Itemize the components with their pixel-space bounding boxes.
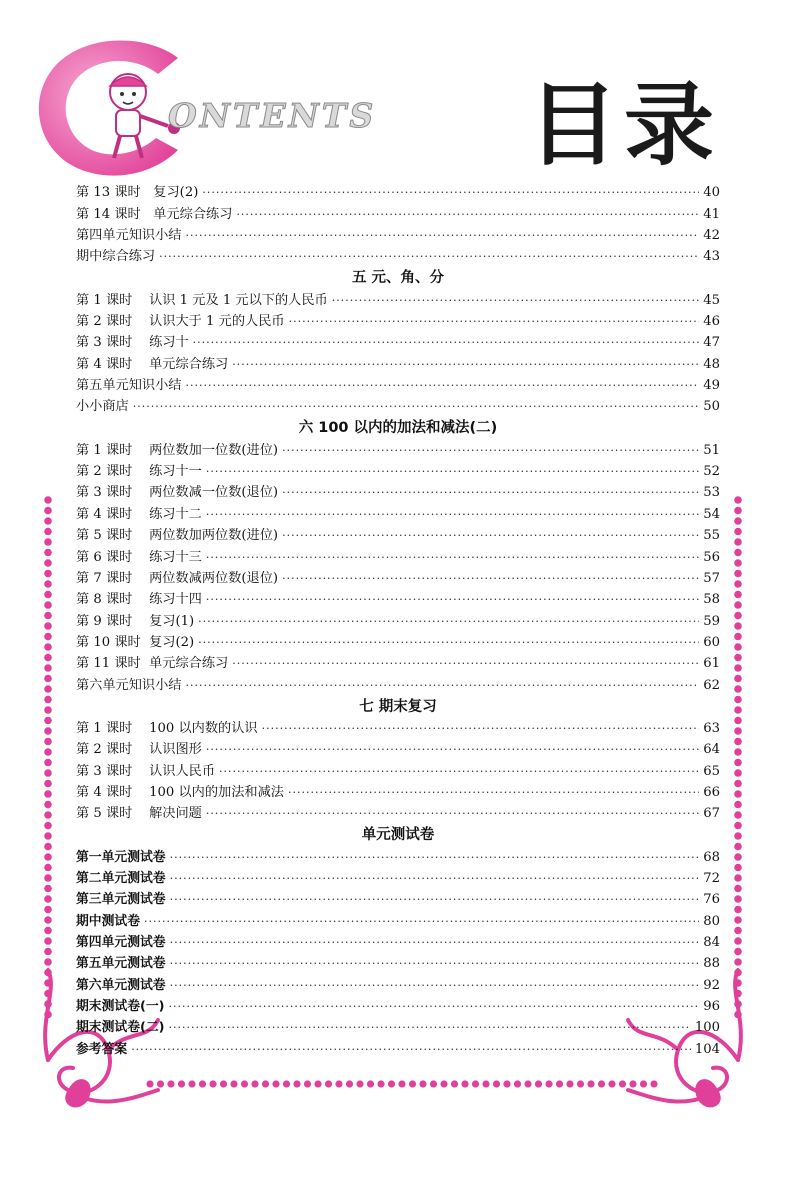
toc-entry-label: 期末测试卷(一) xyxy=(76,999,165,1015)
bead-ornament xyxy=(524,1080,531,1087)
bead-ornament xyxy=(44,612,52,620)
bead-ornament xyxy=(220,1080,227,1087)
dot-leader xyxy=(144,914,699,930)
dot-leader xyxy=(170,850,700,866)
bead-ornament xyxy=(178,1080,185,1087)
bead-ornament xyxy=(734,874,742,882)
bead-ornament xyxy=(44,790,52,798)
bead-ornament xyxy=(409,1080,416,1087)
bead-ornament xyxy=(629,1080,636,1087)
bead-ornament xyxy=(199,1080,206,1087)
bead-ornament xyxy=(44,654,52,662)
bead-ornament xyxy=(598,1080,605,1087)
toc-entry-label: 期末测试卷(二) xyxy=(76,1020,165,1036)
bead-ornament xyxy=(608,1080,615,1087)
toc-entry[interactable] xyxy=(76,523,720,544)
toc-entry-label: 第 3 课时 练习十 xyxy=(76,335,189,351)
toc-entry-label: 第 5 课时 解决问题 xyxy=(76,806,202,822)
bead-ornament xyxy=(734,937,742,945)
bead-ornament xyxy=(734,748,742,756)
bead-ornament xyxy=(44,685,52,693)
bead-ornament xyxy=(734,769,742,777)
bead-ornament xyxy=(44,916,52,924)
dot-leader xyxy=(159,249,699,265)
bead-ornament xyxy=(566,1080,573,1087)
bead-ornament xyxy=(251,1080,258,1087)
toc-entry[interactable] xyxy=(76,351,720,372)
toc-entry[interactable] xyxy=(76,716,720,737)
toc-entry[interactable] xyxy=(76,951,720,972)
bead-ornament xyxy=(44,822,52,830)
toc-entry[interactable] xyxy=(76,758,720,779)
bead-ornament xyxy=(514,1080,521,1087)
toc-entry-page: 67 xyxy=(703,806,720,822)
bead-ornament xyxy=(619,1080,626,1087)
bead-ornament xyxy=(44,622,52,630)
toc-entry[interactable] xyxy=(76,587,720,608)
bead-ornament xyxy=(44,538,52,546)
bead-ornament xyxy=(734,654,742,662)
toc-entry[interactable] xyxy=(76,201,720,222)
bead-ornament xyxy=(734,591,742,599)
toc-entry[interactable] xyxy=(76,1036,720,1057)
bead-ornament xyxy=(283,1080,290,1087)
toc-entry-label: 第四单元知识小结 xyxy=(76,228,182,244)
bead-ornament xyxy=(44,580,52,588)
toc-entry-page: 49 xyxy=(703,378,720,394)
toc-entry[interactable] xyxy=(76,287,720,308)
bead-ornament xyxy=(734,612,742,620)
bead-ornament xyxy=(44,643,52,651)
bead-ornament xyxy=(734,706,742,714)
bead-ornament xyxy=(734,664,742,672)
dot-leader xyxy=(206,592,699,608)
toc-entry-page: 72 xyxy=(703,870,720,886)
page-title: 目录 xyxy=(528,73,720,178)
bead-ornament xyxy=(44,948,52,956)
bead-ornament xyxy=(44,748,52,756)
bead-ornament xyxy=(388,1080,395,1087)
toc-entry-page: 46 xyxy=(703,314,720,330)
bead-ornament xyxy=(262,1080,269,1087)
dot-leader xyxy=(219,764,699,780)
toc-entry-label: 第五单元测试卷 xyxy=(76,956,166,972)
bead-ornament xyxy=(734,948,742,956)
toc-entry[interactable] xyxy=(76,437,720,458)
toc-entry[interactable] xyxy=(76,866,720,887)
bead-ornament xyxy=(734,633,742,641)
bead-ornament xyxy=(482,1080,489,1087)
bead-ornament xyxy=(304,1080,311,1087)
bead-ornament xyxy=(493,1080,500,1087)
toc-entry[interactable] xyxy=(76,180,720,201)
toc-entry[interactable] xyxy=(76,309,720,330)
bead-ornament xyxy=(734,864,742,872)
dot-leader xyxy=(193,335,700,351)
page-header xyxy=(0,0,800,178)
bead-ornament xyxy=(734,885,742,893)
toc-entry[interactable] xyxy=(76,801,720,822)
toc-entry-page: 96 xyxy=(703,999,720,1015)
dot-leader xyxy=(202,185,699,201)
toc-entry-page: 55 xyxy=(703,528,720,544)
dot-leader xyxy=(206,806,699,822)
bead-ornament xyxy=(272,1080,279,1087)
bead-ornament xyxy=(640,1080,647,1087)
bead-ornament xyxy=(734,832,742,840)
bead-ornament xyxy=(188,1080,195,1087)
bead-ornament xyxy=(44,549,52,557)
toc-entry-page: 65 xyxy=(703,763,720,779)
toc-entry-label: 第 2 课时 认识大于 1 元的人民币 xyxy=(76,314,285,330)
toc-entry-page: 61 xyxy=(703,656,720,672)
toc-entry[interactable] xyxy=(76,544,720,565)
toc-entry-label: 第 4 课时 100 以内的加法和减法 xyxy=(76,784,284,800)
bead-ornament xyxy=(734,801,742,809)
bead-ornament xyxy=(556,1080,563,1087)
bead-ornament xyxy=(44,832,52,840)
bead-ornament xyxy=(44,853,52,861)
dot-leader xyxy=(186,678,700,694)
bead-ornament xyxy=(44,895,52,903)
table-of-contents xyxy=(76,180,720,1058)
bead-ornament xyxy=(734,622,742,630)
bead-ornament xyxy=(44,496,52,504)
toc-entry-label: 小小商店 xyxy=(76,399,129,415)
dot-leader xyxy=(288,785,699,801)
bead-ornament xyxy=(241,1080,248,1087)
bead-ornament xyxy=(44,717,52,725)
toc-entry[interactable] xyxy=(76,972,720,993)
toc-entry-page: 57 xyxy=(703,570,720,586)
dot-leader xyxy=(168,999,699,1015)
bead-ornament xyxy=(44,801,52,809)
bead-ornament xyxy=(44,559,52,567)
bead-ornament xyxy=(293,1080,300,1087)
bead-ornament xyxy=(44,769,52,777)
bead-ornament xyxy=(356,1080,363,1087)
bead-ornament xyxy=(44,633,52,641)
toc-entry-label: 第六单元知识小结 xyxy=(76,677,182,693)
toc-entry[interactable] xyxy=(76,608,720,629)
bead-ornament xyxy=(734,496,742,504)
section-heading: 六 100 以内的加法和减法(二) xyxy=(298,420,498,437)
bead-ornament xyxy=(535,1080,542,1087)
bead-ornament xyxy=(734,528,742,536)
toc-entry[interactable] xyxy=(76,1015,720,1036)
toc-entry-label: 第 3 课时 两位数减一位数(退位) xyxy=(76,485,279,501)
bead-ornament xyxy=(44,727,52,735)
bead-ornament xyxy=(44,517,52,525)
dot-leader xyxy=(198,635,699,651)
bead-ornament xyxy=(734,738,742,746)
dot-leader xyxy=(186,228,700,244)
bead-ornament xyxy=(44,885,52,893)
bead-ornament xyxy=(577,1080,584,1087)
toc-entry-label: 第 4 课时 单元综合练习 xyxy=(76,356,229,372)
toc-entry-label: 第 2 课时 认识图形 xyxy=(76,742,202,758)
toc-entry-page: 47 xyxy=(703,335,720,351)
bead-ornament xyxy=(44,528,52,536)
dot-leader xyxy=(232,656,699,672)
dot-leader xyxy=(332,293,700,309)
dot-leader xyxy=(168,1020,690,1036)
toc-entry[interactable] xyxy=(76,887,720,908)
toc-entry-label: 第 5 课时 两位数加两位数(进位) xyxy=(76,528,279,544)
bead-ornament xyxy=(734,570,742,578)
bead-ornament xyxy=(440,1080,447,1087)
bead-ornament xyxy=(734,843,742,851)
bead-ornament xyxy=(734,717,742,725)
bead-ornament xyxy=(734,549,742,557)
bead-ornament xyxy=(44,591,52,599)
toc-entry-page: 48 xyxy=(703,356,720,372)
bead-ornament xyxy=(44,864,52,872)
toc-entry[interactable] xyxy=(76,566,720,587)
bead-ornament xyxy=(461,1080,468,1087)
bead-ornament xyxy=(734,601,742,609)
bead-ornament xyxy=(44,906,52,914)
toc-entry[interactable] xyxy=(76,630,720,651)
dot-leader xyxy=(206,742,699,758)
toc-entry-label: 第 2 课时 练习十一 xyxy=(76,464,202,480)
toc-entry-page: 63 xyxy=(703,720,720,736)
bead-ornament xyxy=(367,1080,374,1087)
bead-ornament xyxy=(44,780,52,788)
dot-leader xyxy=(289,314,700,330)
bead-ornament xyxy=(44,675,52,683)
toc-entry-page: 51 xyxy=(703,442,720,458)
bead-ornament xyxy=(734,696,742,704)
dot-leader xyxy=(131,1042,691,1058)
dot-leader xyxy=(236,207,699,223)
bead-ornament xyxy=(314,1080,321,1087)
section-heading: 单元测试卷 xyxy=(361,827,435,844)
bead-ornament xyxy=(734,927,742,935)
bead-ornament xyxy=(734,906,742,914)
dot-leader xyxy=(282,485,699,501)
bead-ornament xyxy=(734,958,742,966)
toc-entry-page: 59 xyxy=(703,613,720,629)
bead-ornament xyxy=(650,1080,657,1087)
dot-leader xyxy=(198,614,699,630)
bead-ornament xyxy=(377,1080,384,1087)
toc-entry-label: 第 1 课时 认识 1 元及 1 元以下的人民币 xyxy=(76,292,328,308)
bead-ornament xyxy=(44,570,52,578)
toc-entry-page: 80 xyxy=(703,913,720,929)
bead-ornament xyxy=(44,738,52,746)
bead-ornament xyxy=(734,811,742,819)
toc-entry-page: 53 xyxy=(703,485,720,501)
toc-entry-label: 期中测试卷 xyxy=(76,913,140,929)
bead-ornament xyxy=(734,727,742,735)
toc-entry-page: 84 xyxy=(703,935,720,950)
dot-leader xyxy=(170,871,700,887)
toc-entry-label: 第 7 课时 两位数减两位数(退位) xyxy=(76,570,279,586)
toc-entry-page: 50 xyxy=(703,399,720,415)
bead-ornament xyxy=(587,1080,594,1087)
bead-ornament xyxy=(44,874,52,882)
dot-leader xyxy=(232,357,699,373)
bead-ornament xyxy=(44,937,52,945)
toc-entry[interactable] xyxy=(76,844,720,865)
toc-entry-label: 第 3 课时 认识人民币 xyxy=(76,763,216,779)
bead-ornament xyxy=(44,958,52,966)
dot-leader xyxy=(282,443,699,459)
toc-entry-page: 54 xyxy=(703,506,720,522)
toc-entry-label: 第三单元测试卷 xyxy=(76,892,166,908)
bead-ornament xyxy=(734,759,742,767)
toc-entry-page: 43 xyxy=(703,249,720,265)
dot-leader xyxy=(186,378,700,394)
dot-leader xyxy=(133,399,699,415)
bead-ornament xyxy=(734,675,742,683)
toc-entry-page: 68 xyxy=(703,849,720,865)
dot-leader xyxy=(206,464,699,480)
bead-ornament xyxy=(734,517,742,525)
bead-ornament xyxy=(44,843,52,851)
bead-ornament xyxy=(734,895,742,903)
toc-entry-page: 62 xyxy=(703,677,720,693)
toc-entry-page: 41 xyxy=(703,206,720,222)
bead-ornament xyxy=(44,696,52,704)
toc-entry-label: 第 1 课时 100 以内数的认识 xyxy=(76,720,258,736)
bead-ornament xyxy=(346,1080,353,1087)
dot-leader xyxy=(282,528,699,544)
section-heading: 五 元、角、分 xyxy=(351,270,445,287)
toc-entry-label: 第 14 课时 单元综合练习 xyxy=(76,206,233,222)
toc-entry[interactable] xyxy=(76,480,720,501)
toc-entry-label: 第 10 课时 复习(2) xyxy=(76,634,195,650)
toc-entry-page: 42 xyxy=(703,228,720,244)
toc-entry-page: 52 xyxy=(703,464,720,480)
bead-ornament xyxy=(167,1080,174,1087)
toc-entry[interactable] xyxy=(76,994,720,1015)
bead-ornament xyxy=(503,1080,510,1087)
toc-entry[interactable] xyxy=(76,737,720,758)
bead-ornament xyxy=(44,811,52,819)
bead-ornament xyxy=(44,664,52,672)
dot-leader xyxy=(262,721,700,737)
toc-entry-page: 45 xyxy=(703,292,720,308)
bead-ornament xyxy=(734,580,742,588)
dot-leader xyxy=(170,935,700,951)
toc-entry[interactable] xyxy=(76,908,720,929)
toc-entry-label: 期中综合练习 xyxy=(76,249,156,265)
section-heading: 七 期末复习 xyxy=(359,698,437,715)
toc-entry[interactable] xyxy=(76,930,720,951)
bead-ornament xyxy=(335,1080,342,1087)
bead-ornament xyxy=(451,1080,458,1087)
bead-ornament xyxy=(419,1080,426,1087)
bead-ornament xyxy=(44,601,52,609)
toc-entry-label: 第二单元测试卷 xyxy=(76,870,166,886)
dot-leader xyxy=(206,507,699,523)
toc-entry[interactable] xyxy=(76,394,720,415)
bead-ornament xyxy=(734,538,742,546)
toc-entry-page: 100 xyxy=(694,1020,720,1036)
toc-entry-page: 60 xyxy=(703,634,720,650)
toc-entry-page: 58 xyxy=(703,592,720,608)
dot-leader xyxy=(170,956,700,972)
toc-entry-label: 第 6 课时 练习十三 xyxy=(76,549,202,565)
bead-ornament xyxy=(734,790,742,798)
dot-leader xyxy=(282,571,699,587)
toc-entry-label: 第四单元测试卷 xyxy=(76,935,166,950)
toc-entry[interactable] xyxy=(76,223,720,244)
dot-leader xyxy=(170,892,700,908)
contents-wordmark: ONTENTS xyxy=(168,96,377,135)
toc-entry-label: 第 13 课时 复习(2) xyxy=(76,185,199,201)
toc-entry-page: 66 xyxy=(703,784,720,800)
dot-leader xyxy=(170,978,700,994)
bead-ornament xyxy=(734,780,742,788)
bead-ornament xyxy=(430,1080,437,1087)
toc-entry[interactable] xyxy=(76,373,720,394)
bead-ornament xyxy=(734,916,742,924)
toc-entry-label: 参考答案 xyxy=(76,1041,128,1057)
toc-entry-label: 第 1 课时 两位数加一位数(进位) xyxy=(76,442,279,458)
bead-ornament xyxy=(734,685,742,693)
bead-ornament xyxy=(545,1080,552,1087)
toc-entry-label: 第 9 课时 复习(1) xyxy=(76,613,195,629)
toc-entry-label: 第一单元测试卷 xyxy=(76,849,166,865)
toc-entry[interactable] xyxy=(76,501,720,522)
bead-ornament xyxy=(157,1080,164,1087)
bead-ornament xyxy=(44,759,52,767)
bead-ornament xyxy=(146,1080,153,1087)
bead-ornament xyxy=(734,853,742,861)
toc-entry-label: 第六单元测试卷 xyxy=(76,977,166,993)
bead-ornament xyxy=(734,822,742,830)
bead-ornament xyxy=(44,927,52,935)
toc-entry-page: 40 xyxy=(703,185,720,201)
bead-ornament xyxy=(472,1080,479,1087)
bead-ornament xyxy=(44,507,52,515)
toc-entry-page: 88 xyxy=(703,956,720,972)
toc-entry-page: 64 xyxy=(703,742,720,758)
bead-ornament xyxy=(44,706,52,714)
bead-ornament xyxy=(230,1080,237,1087)
dot-leader xyxy=(206,550,699,566)
toc-entry[interactable] xyxy=(76,459,720,480)
toc-entry-page: 56 xyxy=(703,549,720,565)
toc-entry-page: 92 xyxy=(703,977,720,993)
bead-ornament xyxy=(734,507,742,515)
toc-entry[interactable] xyxy=(76,330,720,351)
toc-entry[interactable] xyxy=(76,244,720,265)
toc-entry-label: 第 11 课时 单元综合练习 xyxy=(76,656,229,672)
toc-entry[interactable] xyxy=(76,651,720,672)
toc-entry-page: 104 xyxy=(694,1041,720,1057)
toc-entry-label: 第 8 课时 练习十四 xyxy=(76,592,202,608)
bead-ornament xyxy=(398,1080,405,1087)
toc-entry-page: 76 xyxy=(703,892,720,908)
bead-ornament xyxy=(209,1080,216,1087)
toc-entry-label: 第五单元知识小结 xyxy=(76,378,182,394)
toc-entry-label: 第 4 课时 练习十二 xyxy=(76,506,202,522)
bead-ornament xyxy=(325,1080,332,1087)
bead-ornament xyxy=(734,559,742,567)
bead-ornament xyxy=(734,643,742,651)
toc-entry[interactable] xyxy=(76,780,720,801)
toc-entry[interactable] xyxy=(76,672,720,693)
